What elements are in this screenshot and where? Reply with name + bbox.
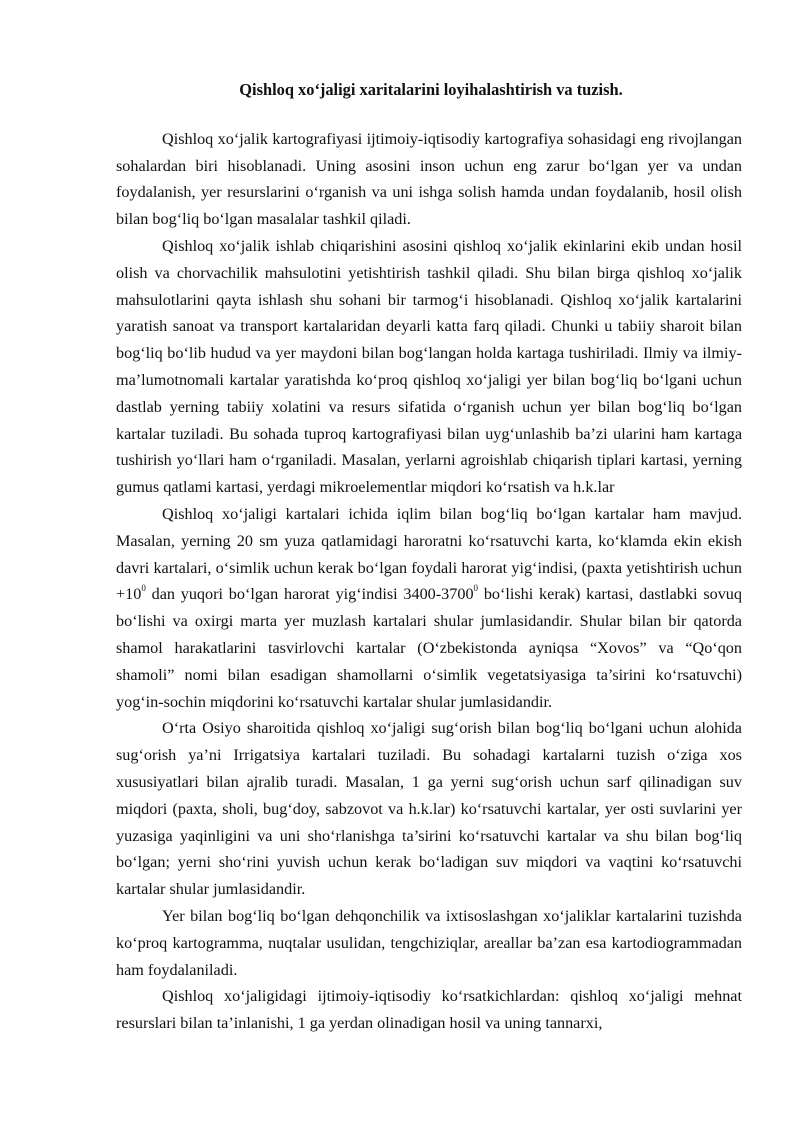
superscript: 0: [473, 582, 479, 593]
superscript: 0: [141, 582, 146, 593]
paragraph: Yer bilan bog‘liq bo‘lgan dehqonchilik va ixtisoslashgan xo‘jaliklar kartalarini tuzishda ko‘proq kartogramma, nuqtalar usulidan, tengchiziqlar, areallar ba’zan esa kartodiogrammadan ham foydalaniladi.: [116, 906, 742, 979]
paragraph-text: Qishloq xo‘jaligi kartalari ichida iqlim bilan bog‘liq bo‘lgan kartalar ham mavjud. Masalan, yerning 20 sm yuza qatlamidagi haroratni ko‘rsatuvchi karta, ko‘klamda ekin ekish davri kartalari, o‘simlik uchun kerak bo‘lgan foydali harorat yig‘indisi, (paxta yetishtirish uchun +10: [116, 504, 742, 604]
paragraph: Qishloq xo‘jaligidagi ijtimoiy-iqtisodiy ko‘rsatkichlardan: qishloq xo‘jaligi mehnat resurslari bilan ta’inlanishi, 1 ga yerdan olinadigan hosil va uning tannarxi,: [116, 987, 742, 1033]
paragraph: [116, 501, 742, 715]
document-page: [116, 62, 742, 1037]
paragraph: O‘rta Osiyo sharoitida qishloq xo‘jaligi sug‘orish bilan bog‘liq bo‘lgani uchun alohida sug‘orish ya’ni Irrigatsiya kartalari tuziladi. Bu sohadagi kartalarni tuzish o‘ziga xos xususiyatlari bilan ajralib turadi. Masalan, 1 ga yerni sug‘orish uchun sarf qilinadigan suv miqdori (paxta, sholi, bug‘doy, sabzovot va h.k.lar) ko‘rsatuvchi kartalar, yer osti suvlarini yer yuzasiga yaqinligini va uni sho‘rlanishga ta’sirini ko‘rsatuvchi kartalar va shu bilan bog‘liq bo‘lgan; yerni sho‘rini yuvish uchun kerak bo‘ladigan suv miqdori va vaqtini ko‘rsatuvchi kartalar shular jumlasidandir.: [116, 719, 742, 899]
document-title: Qishloq xo‘jaligi xaritalarini loyihalashtirish va tuzish.: [239, 80, 623, 99]
paragraph-text: bo‘lishi kerak) kartasi, dastlabki sovuq bo‘lishi va oxirgi marta yer muzlash kartalari shular jumlasidandir. Shular bilan bir qatorda shamol harakatlarini tasvirlovchi kartalar (O‘zbekistonda ayniqsa “Xovos” va “Qo‘qon shamoli” nomi bilan esadigan shamollarni o‘simlik vegetatsiyasiga ta’sirini ko‘rsatuvchi) yog‘in-sochin miqdorini ko‘rsatuvchi kartalar shular jumlasidandir.: [116, 585, 742, 711]
paragraph-text: dan yuqori bo‘lgan harorat yig‘indisi 3400-3700: [145, 585, 474, 604]
paragraph: Qishloq xo‘jalik kartografiyasi ijtimoiy-iqtisodiy kartografiya sohasidagi eng rivojlangan sohalardan biri hisoblanadi. Uning asosini inson uchun eng zarur bo‘lgan yer va undan foydalanish, yer resurslarini o‘rganish va uni ishga solish hamda undan foydalanib, hosil olish bilan bog‘liq bo‘lgan masalalar tashkil qiladi.: [116, 129, 742, 229]
paragraph: Qishloq xo‘jalik ishlab chiqarishini asosini qishloq xo‘jalik ekinlarini ekib undan hosil olish va chorvachilik mahsulotini yetishtirish tashkil qiladi. Shu bilan birga qishloq xo‘jalik mahsulotlarini qayta ishlash shu sohani bir tarmog‘i hisoblanadi. Qishloq xo‘jalik kartalarini yaratish sanoat va transport kartalaridan deyarli katta farq qiladi. Chunki u tabiiy sharoit bilan bog‘liq bo‘lib hudud va yer maydoni bilan bog‘langan holda kartaga tushiriladi. Ilmiy va ilmiy-ma’lumotnomali kartalar yaratishda ko‘proq qishloq xo‘jaligi yer bilan bog‘liq bo‘lgani uchun dastlab yerning tabiiy xolatini va resurs sifatida o‘rganish uchun yer bilan bog‘liq bo‘lgan kartalar tuziladi. Bu sohada tuproq kartografiyasi bilan uyg‘unlashib ba’zi ularini ham kartaga tushirish yo‘llari ham o‘rganiladi. Masalan, yerlarni agroishlab chiqarish tiplari kartasi, yerning gumus qatlami kartasi, yerdagi mikroelementlar miqdori ko‘rsatish va h.k.lar: [116, 236, 742, 497]
